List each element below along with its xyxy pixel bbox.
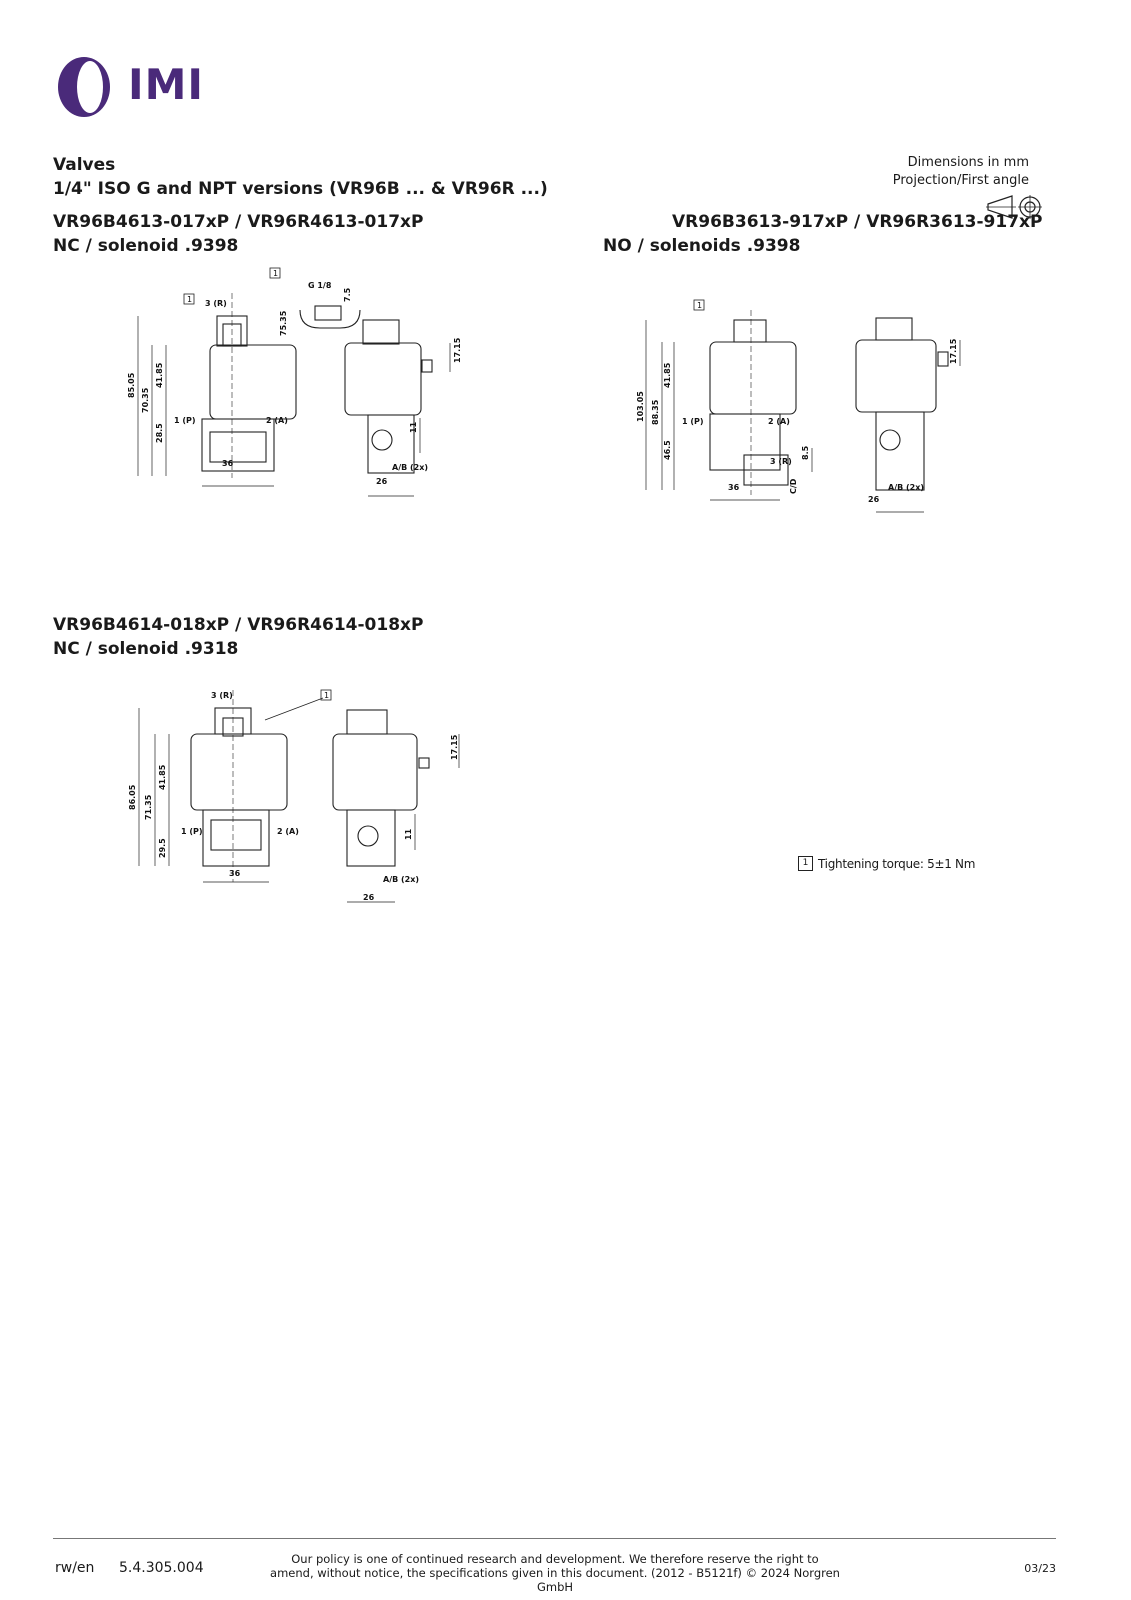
port-label: A/B (2x) [383,875,420,884]
section-2-title: VR96B3613-917xP / VR96R3613-917xP [672,212,1043,232]
footer-doc-number: 5.4.305.004 [119,1560,204,1576]
note-marker: 1 [273,269,279,278]
dim-label: G 1/8 [308,281,332,290]
dim-label: 36 [222,459,234,468]
dim-label: 88.35 [651,399,660,425]
dim-label: 26 [376,477,388,486]
footer-divider [53,1538,1056,1539]
torque-note-marker: 1 [798,856,813,871]
port-label: 3 (R) [205,299,227,308]
imi-logo [52,52,205,122]
port-label: A/B (2x) [888,483,925,492]
dim-label: 7.5 [343,287,352,302]
port-label: 3 (R) [211,691,233,700]
section-2-subtitle: NO / solenoids .9398 [603,236,801,256]
footer-language: rw/en [55,1560,95,1576]
page-category: Valves [53,155,116,175]
port-label: 1 (P) [181,827,203,836]
projection-note: Projection/First angle [892,173,1029,188]
dim-label: 41.85 [158,764,167,790]
port-label: 1 (P) [174,416,196,425]
dim-label: 17.15 [450,734,459,760]
dim-label: 75.35 [279,310,288,336]
dimensions-note: Dimensions in mm [907,155,1029,170]
note-marker: 1 [697,301,703,310]
dim-label: 29.5 [158,838,167,858]
valve-drawing-2 [636,300,980,525]
port-label: 2 (A) [277,827,299,836]
section-3-title: VR96B4614-018xP / VR96R4614-018xP [53,615,424,635]
section-1-subtitle: NC / solenoid .9398 [53,236,239,256]
page-subtitle: 1/4" ISO G and NPT versions (VR96B ... & VR96R ...) [53,179,548,199]
port-label: 1 (P) [682,417,704,426]
port-label: 3 (R) [770,457,792,466]
valve-drawing-1 [120,268,480,508]
dim-label: 71.35 [144,794,153,820]
dim-label: 28.5 [155,423,164,443]
dim-label: 17.15 [949,338,958,364]
section-3-subtitle: NC / solenoid .9318 [53,639,239,659]
port-label: 2 (A) [768,417,790,426]
dim-label: 26 [363,893,375,902]
dim-label: 46.5 [663,440,672,460]
note-marker: 1 [187,295,193,304]
dim-label: 86.05 [128,784,137,810]
dim-label: 11 [409,421,418,433]
footer-page-number: 03/23 [1024,1562,1056,1575]
dim-label: 41.85 [155,362,164,388]
dim-label: 8.5 [801,445,810,460]
dim-label: 103.05 [636,391,645,422]
dim-label: 85.05 [127,372,136,398]
dim-label: 41.85 [663,362,672,388]
torque-note: Tightening torque: 5±1 Nm [818,857,976,871]
port-label: A/B (2x) [392,463,429,472]
dim-label: 36 [229,869,241,878]
footer-policy: Our policy is one of continued research and development. We therefore reserve the right to amend, without notice, the specifications given in this document. (2012 - B5121f) © 2024 Norgren GmbH [270,1552,840,1594]
dim-label: 11 [404,828,413,840]
valve-drawing-3 [125,690,485,930]
dim-label: 26 [868,495,880,504]
port-label: 2 (A) [266,416,288,425]
logo-ring-icon [52,52,122,122]
logo-text: IMI [128,60,205,109]
dim-label: 17.15 [453,337,462,363]
port-label: C/D [789,478,798,494]
note-marker: 1 [324,691,330,700]
dim-label: 70.35 [141,387,150,413]
dim-label: 36 [728,483,740,492]
section-1-title: VR96B4613-017xP / VR96R4613-017xP [53,212,424,232]
